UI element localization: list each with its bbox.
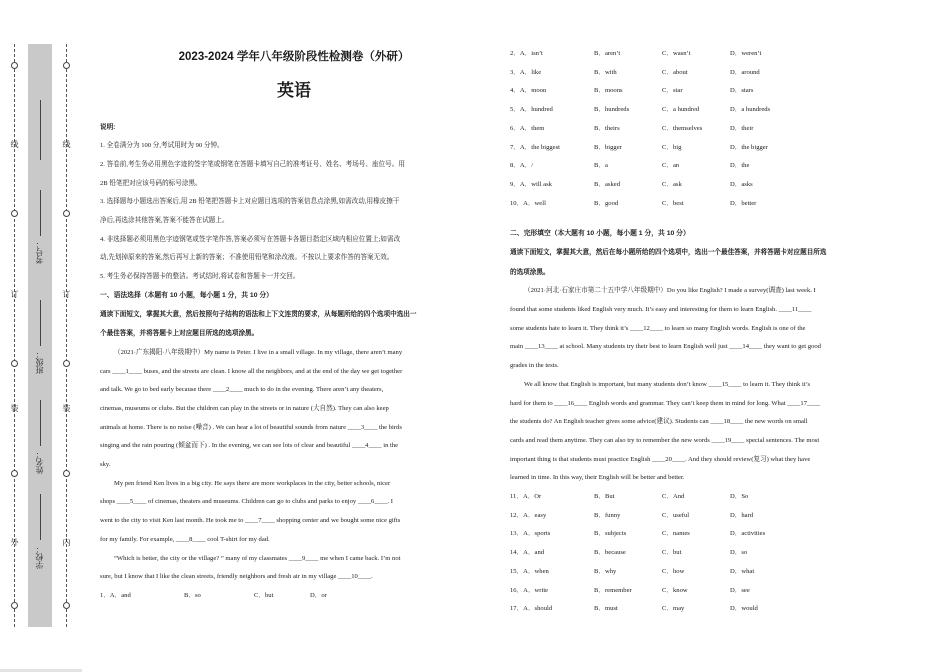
inner-circle-mark: [63, 602, 70, 609]
question-options: [100, 587, 488, 606]
question-options: [510, 120, 900, 139]
inner-label-inside: 内: [62, 538, 71, 546]
passage-line: “Which is better, the city or the village? ” many of my classmates ____9____ me when I came back. I’m not: [114, 554, 401, 562]
instruction-line: 5. 考生务必保持答题卡的整洁。考试结时,将试卷和答题卡一并交回。: [100, 273, 300, 281]
option-d[interactable]: D．so: [730, 549, 748, 557]
question-options: [510, 45, 900, 64]
option-c[interactable]: C．ask: [662, 180, 682, 188]
option-c[interactable]: C．wasn’t: [662, 50, 691, 57]
option-c[interactable]: C．how: [662, 567, 685, 575]
passage-line: learned in time. In this way, their English will be better and better.: [510, 474, 685, 482]
option-b[interactable]: B．remember: [594, 586, 632, 594]
instructions-heading: 说明:: [100, 123, 116, 131]
class-label: 班级：: [35, 350, 44, 374]
outer-circle-mark: [11, 360, 18, 367]
instruction-line: 2B 铅笔把对应该号码的标号涂黑。: [100, 179, 202, 187]
option-b[interactable]: B．why: [594, 567, 617, 575]
option-c[interactable]: C．a hundred: [662, 106, 700, 114]
section2-heading: 二、完形填空（本大题有 10 小题，每小题 1 分，共 10 分）: [510, 230, 690, 238]
question-options: [510, 544, 900, 563]
option-c[interactable]: C．names: [662, 530, 690, 538]
passage-line: for my family. For example, ____8____ cool T-shirt for my dad.: [100, 535, 270, 543]
outer-label-outside: 外: [10, 538, 19, 546]
passage-line: found that some students liked English very much. It’s easy and interesting for them to learn English. ____11____: [510, 306, 812, 314]
passage-line: animals at home. There is no noise (噪音) . We can hear a lot of beautiful sounds from nature ____3____ the birds: [100, 423, 402, 431]
instruction-line: 1. 全卷满分为 100 分,考试用时为 90 分钟。: [100, 142, 224, 150]
option-b[interactable]: B．hundreds: [594, 106, 630, 114]
option-d[interactable]: D．weren’t: [730, 50, 762, 57]
option-a[interactable]: 14．A．and: [510, 549, 545, 557]
top-blank-field[interactable]: [40, 100, 41, 160]
subject-title: 英语: [277, 80, 311, 100]
outer-label-staple: 装: [10, 404, 19, 412]
option-a[interactable]: 12．A．easy: [510, 511, 547, 519]
passage-line: We all know that English is important, but many students don’t know ____15____ to learn it. They think it’s: [524, 380, 811, 388]
passage-line: the students do? An English teacher gives some advice(建议). Students can ____18____ the new words on small: [510, 418, 808, 426]
passage-line: sure, but I know that I like the clean streets, friendly neighbors and fresh air in my village ____10____.: [100, 573, 373, 581]
inner-label-bind: 订: [62, 290, 71, 298]
option-b[interactable]: B．good: [594, 199, 619, 207]
instruction-line: 3. 选择题每小题选出答案后,用 2B 铅笔把答题卡上对应题目选项的答案信息点涂黑,如需改动,用橡皮擦干: [100, 198, 400, 206]
option-b[interactable]: B．because: [594, 549, 626, 557]
option-c[interactable]: C．big: [662, 143, 682, 151]
question-options: [510, 157, 900, 176]
passage-line: important thing is that students must practice English ____20____. And they should review(复习) what they have: [510, 455, 811, 463]
option-a[interactable]: 7．A．the biggest: [510, 143, 560, 151]
option-c[interactable]: C．but: [662, 549, 682, 557]
passage-line: hard for them to ____16____ English words and grammar. They can’t keep them in mind for long. What ____17____: [510, 399, 821, 407]
option-d[interactable]: D．So: [730, 493, 749, 501]
question-options: [510, 101, 900, 120]
option-d[interactable]: D．asks: [730, 180, 753, 188]
option-b[interactable]: B．funny: [594, 511, 621, 519]
option-b[interactable]: B．bigger: [594, 143, 622, 151]
option-a[interactable]: 17．A．should: [510, 605, 553, 613]
passage-line: My pen friend Ken lives in a big city. He says there are more workplaces in the city, better schools, nicer: [114, 479, 391, 487]
option-c[interactable]: C．an: [662, 162, 680, 170]
question-options: [510, 139, 900, 158]
option-d[interactable]: D．or: [310, 591, 327, 599]
passage-line: cards and read them anytime. They can also try to remember the new words ____19____ special sentences. The most: [510, 436, 820, 444]
section1-options-continued: [510, 45, 900, 213]
option-d[interactable]: D．better: [730, 199, 757, 207]
option-d[interactable]: D．a hundreds: [730, 106, 771, 114]
inner-circle-mark: [63, 210, 70, 217]
question-options: [510, 195, 900, 214]
question-options: [510, 507, 900, 526]
outer-circle-mark: [11, 210, 18, 217]
option-b[interactable]: B．asked: [594, 180, 621, 188]
option-d[interactable]: D．the bigger: [730, 143, 768, 151]
option-c[interactable]: C．themselves: [662, 124, 703, 132]
option-a[interactable]: 8．A．/: [510, 162, 534, 170]
option-c[interactable]: C．star: [662, 87, 683, 95]
option-b[interactable]: B．subjects: [594, 530, 627, 538]
class-field[interactable]: [40, 300, 41, 346]
option-b[interactable]: B．a: [594, 162, 608, 170]
question-options: [510, 582, 900, 601]
option-d[interactable]: D．stars: [730, 87, 754, 95]
option-b[interactable]: B．aren’t: [594, 50, 621, 57]
option-a[interactable]: 13．A．sports: [510, 530, 551, 538]
exam-title: 2023-2024 学年八年级阶段性检测卷（外研）: [178, 51, 410, 63]
instruction-line: 净后,再选涂其他答案,答案不能答在试题上。: [100, 217, 229, 225]
option-c[interactable]: C．useful: [662, 511, 690, 519]
option-b[interactable]: B．moons: [594, 87, 623, 95]
school-label: 学校：: [35, 545, 44, 569]
outer-circle-mark: [11, 602, 18, 609]
inner-label-staple: 装: [62, 404, 71, 412]
option-a[interactable]: 6．A．them: [510, 124, 545, 132]
passage-line: main ____13____ at school. Many students try their best to learn English well just ____14____ they want to get good: [510, 343, 821, 351]
option-a[interactable]: 3．A．like: [510, 68, 542, 76]
option-a[interactable]: 10．A．well: [510, 199, 546, 207]
section1-heading: 一、语法选择（本题有 10 小题，每小题 1 分，共 10 分）: [100, 291, 273, 299]
passage-line: shops ____5____ of cinemas, theaters and museums. Children can go to clubs and parks to enjoy ____6____. I: [100, 498, 394, 506]
name-field[interactable]: [40, 400, 41, 446]
option-d[interactable]: D．around: [730, 68, 760, 76]
option-b[interactable]: B．theirs: [594, 124, 620, 132]
question-options: [510, 525, 900, 544]
question-options: [510, 176, 900, 195]
school-field[interactable]: [40, 494, 41, 540]
outer-label-line: 线: [10, 140, 19, 148]
option-a[interactable]: 5．A．hundred: [510, 106, 553, 114]
question-options: [510, 82, 900, 101]
passage-line: and talk. We go to bed early because there ____2____ much to do in the evening. There aren’t any theaters,: [100, 386, 384, 394]
passage-line: went to the city to visit Ken last month. He took me to ____7____ shopping center and we bought some nice gifts: [100, 517, 401, 525]
inner-circle-mark: [63, 62, 70, 69]
outer-circle-mark: [11, 470, 18, 477]
name-label: 姓名：: [35, 450, 44, 474]
option-d[interactable]: D．hard: [730, 511, 754, 519]
option-a[interactable]: 16．A．write: [510, 586, 549, 594]
option-c[interactable]: C．but: [254, 591, 274, 599]
option-a[interactable]: 9．A．will ask: [510, 180, 552, 188]
exam-no-label: 考号：: [35, 240, 44, 264]
instruction-line: 动,先划掉原来的答案,然后再写上新的答案；不准使用铅笔和涂改液。不按以上要求作答的答案无效。: [100, 254, 394, 262]
question-options: [510, 488, 900, 507]
exam-no-field[interactable]: [40, 190, 41, 236]
outer-label-bind: 订: [10, 290, 19, 298]
passage-line: cinemas, museums or clubs. But the children can play in the streets or in nature (大自然). They can also keep: [100, 404, 389, 412]
option-b[interactable]: B．But: [594, 493, 615, 501]
option-d[interactable]: D．their: [730, 124, 754, 132]
passage-line: grades in the tests.: [510, 362, 559, 370]
passage-line: （2021·河北·石家庄市第二十五中学八年级期中）Do you like English? I made a survey(调查) last week. I: [524, 287, 816, 295]
option-c[interactable]: C．And: [662, 493, 685, 501]
option-a[interactable]: 1．A．and: [100, 591, 131, 599]
section2-desc: 通读下面短文，掌握其大意，然后在每小题所给的四个选项中，选出一个最佳答案，并将答题卡对应题目所选: [510, 249, 827, 257]
inner-circle-mark: [63, 360, 70, 367]
option-d[interactable]: D．the: [730, 162, 750, 170]
passage-line: sky.: [100, 461, 111, 469]
instruction-line: 4. 非选择题必须用黑色字迹钢笔或签字笔作答,答案必须写在答题卡各题目指定区域内相应位置上;如需改: [100, 235, 401, 243]
question-options: [510, 600, 900, 619]
option-b[interactable]: B．with: [594, 68, 617, 76]
question-options: [510, 64, 900, 83]
option-d[interactable]: D．what: [730, 567, 755, 575]
right-column: [510, 45, 900, 619]
binding-strip: [0, 0, 82, 672]
instruction-line: 2. 答卷前,考生务必用黑色字迹的签字笔或钢笔在答题卡填写自己的准考证号、姓名、考场号、座位号。用: [100, 160, 405, 168]
passage-line: （2021·广东揭阳·八年级期中）My name is Peter. I live in a small village. In my village, there aren’t many: [114, 348, 403, 356]
option-c[interactable]: C．about: [662, 68, 688, 76]
option-b[interactable]: B．so: [184, 591, 201, 599]
question-options: [510, 563, 900, 582]
inner-circle-mark: [63, 470, 70, 477]
section1-desc: 个最佳答案，并将答题卡上对应题目所选的选项涂黑。: [100, 330, 259, 338]
option-a[interactable]: 11．A．Or: [510, 493, 542, 501]
outer-circle-mark: [11, 62, 18, 69]
passage-line: some students hate to learn it. They think it’s ____12____ to learn so many English words. English is one of the: [510, 324, 806, 332]
option-c[interactable]: C．best: [662, 199, 684, 207]
option-d[interactable]: D．would: [730, 605, 758, 613]
section2-desc: 的选项涂黑。: [510, 268, 550, 276]
passage-line: cars ____1____ buses, and the streets are clean. I know all the neighbors, and at the end of the day we get together: [100, 367, 403, 375]
option-a[interactable]: 2．A．isn’t: [510, 50, 543, 57]
inner-label-line: 线: [62, 140, 71, 148]
option-b[interactable]: B．must: [594, 605, 618, 613]
left-column: [100, 40, 488, 606]
option-d[interactable]: D．see: [730, 586, 750, 594]
option-a[interactable]: 15．A．when: [510, 567, 549, 575]
option-c[interactable]: C．know: [662, 586, 688, 594]
option-c[interactable]: C．may: [662, 605, 685, 613]
option-d[interactable]: D．activities: [730, 530, 766, 538]
section1-desc: 通读下面短文，掌握其大意，然后按照句子结构的语法和上下文连贯的要求，从每题所给的四个选项中选出一: [100, 310, 417, 318]
option-a[interactable]: 4．A．moon: [510, 87, 547, 95]
passage-line: singing and the rain pouring (倾盆而下) . In the evening, we can see lots of clear and beautiful ____4____ in the: [100, 442, 399, 450]
